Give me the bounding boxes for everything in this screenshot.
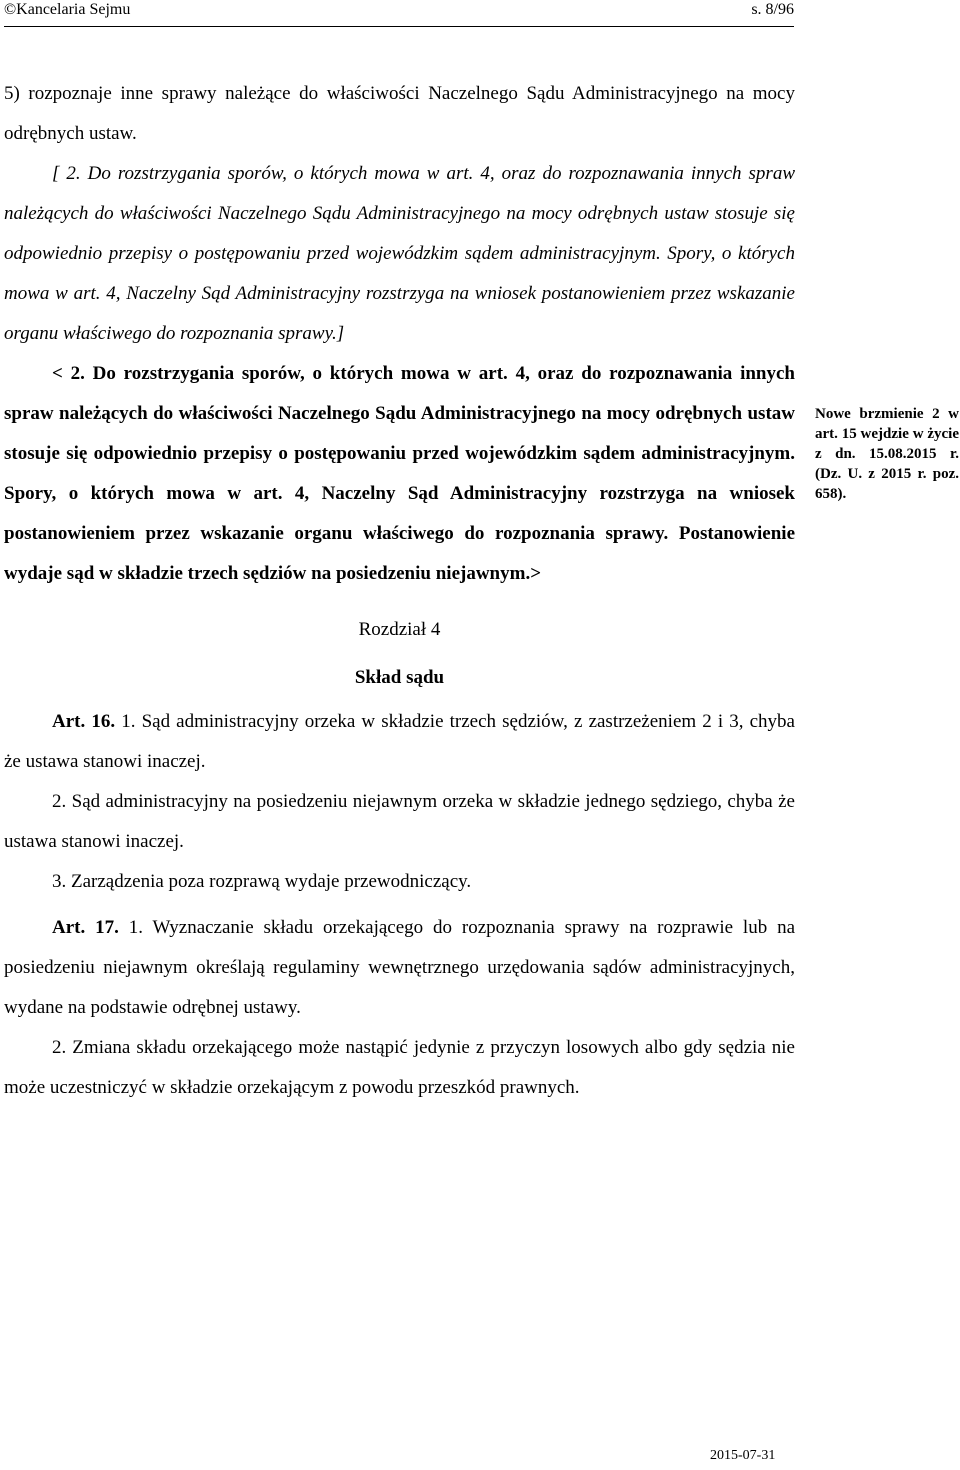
document-body <box>4 74 795 1108</box>
margin-note: Nowe brzmienie 2 w art. 15 wejdzie w życie z dn. 15.08.2015 r. (Dz. U. z 2015 r. poz. 658). <box>815 406 959 502</box>
art17-p1-text: 1. Wyznaczanie składu orzekającego do rozpoznania sprawy na rozprawie lub na posiedzeniu niejawnym określają regulaminy wewnętrznego urzędowania sądów administracyjnych, wydane na podstawie odrębnej ustawy. <box>4 917 795 1018</box>
art16-label: Art. 16. <box>52 711 116 732</box>
chapter-title: Skład sądu <box>354 667 445 688</box>
art16-paragraph-1 <box>4 702 795 782</box>
art16-p1-text: 1. Sąd administracyjny orzeka w składzie trzech sędziów, z zastrzeżeniem 2 i 3, chyba że ustawa stanowi inaczej. <box>4 711 795 772</box>
art16-paragraph-3: 3. Zarządzenia poza rozprawą wydaje przewodniczący. <box>52 871 472 892</box>
art17-label: Art. 17. <box>52 917 119 938</box>
old-paragraph-2: [ 2. Do rozstrzygania sporów, o których mowa w art. 4, oraz do rozpoznawania innych spraw należących do właściwości Naczelnego Sądu Administracyjnego na mocy odrębnych ustaw stosuje się odpowiednio przepisy o postępowaniu przed wojewódzkim sądem administracyjnym. Spory, o których mowa w art. 4, Naczelny Sąd Administracyjny rozstrzyga na wniosek postanowieniem przez wskazanie organu właściwego do rozpoznania sprawy.] <box>4 163 795 344</box>
art17-paragraph-2: 2. Zmiana składu orzekającego może nastąpić jedynie z przyczyn losowych albo gdy sędzia nie może uczestniczyć w składzie orzekającym z powodu przeszkód prawnych. <box>4 1037 795 1098</box>
footer-date: 2015-07-31 <box>710 1448 776 1463</box>
art17-paragraph-1 <box>4 908 795 1028</box>
new-paragraph-2: < 2. Do rozstrzygania sporów, o których mowa w art. 4, oraz do rozpoznawania innych spraw należących do właściwości Naczelnego Sądu Administracyjnego na mocy odrębnych ustaw stosuje się odpowiednio przepisy o postępowaniu przed wojewódzkim sądem administracyjnym. Spory, o których mowa w art. 4, Naczelny Sąd Administracyjny rozstrzyga na wniosek postanowieniem przez wskazanie organu właściwego do rozpoznania sprawy. Postanowienie wydaje sąd w składzie trzech sędziów na posiedzeniu niejawnym.> <box>4 363 795 584</box>
item-5: 5) rozpoznaje inne sprawy należące do właściwości Naczelnego Sądu Administracyjnego na mocy odrębnych ustaw. <box>4 83 795 144</box>
page-number: s. 8/96 <box>751 1 794 18</box>
page-header <box>4 0 794 27</box>
copyright-text: ©Kancelaria Sejmu <box>4 1 131 18</box>
chapter-number: Rozdział 4 <box>358 619 441 640</box>
art16-paragraph-2: 2. Sąd administracyjny na posiedzeniu niejawnym orzeka w składzie jednego sędziego, chyba że ustawa stanowi inaczej. <box>4 791 795 852</box>
